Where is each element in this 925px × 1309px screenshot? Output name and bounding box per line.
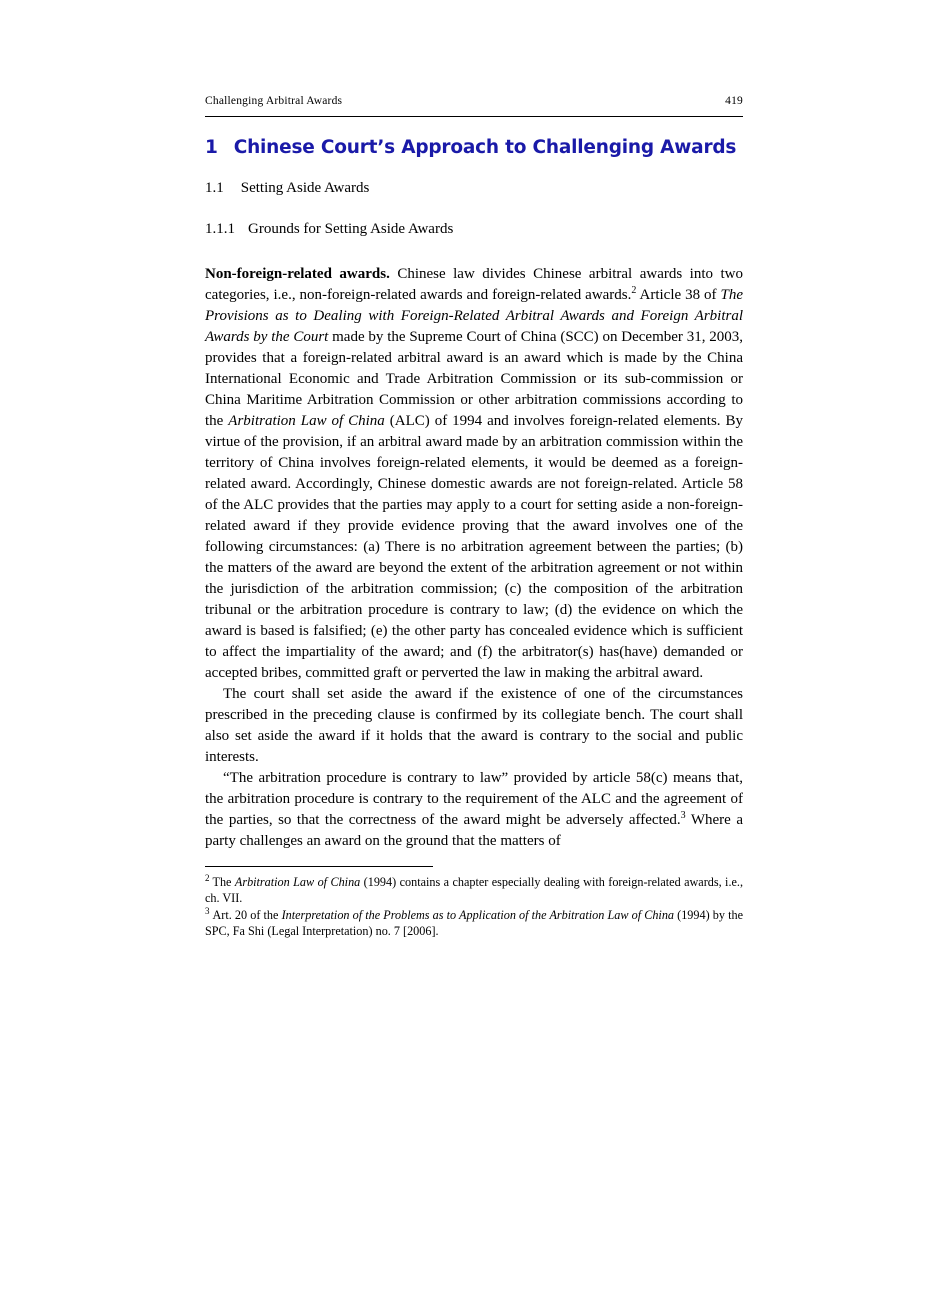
paragraph-1 [205, 264, 743, 684]
header-rule [205, 116, 743, 117]
paragraph-1-text-d: (ALC) of 1994 and involves foreign-related elements. By virtue of the provision, if an arbitral award made by an arbitration commission within the territory of China involves foreign-related elements, it would be deemed as a foreign-related award. Accordingly, Chinese domestic awards are not foreign-related. Article 58 of the ALC provides that the parties may apply to a court for setting aside a non-foreign-related award if they provide evidence proving that the award involves one of the following circumstances: (a) There is no arbitration agreement between the parties; (b) the matters of the award are beyond the extent of the arbitration agreement or not within the jurisdiction of the arbitration commission; (c) the composition of the arbitration tribunal or the arbitration procedure is contrary to law; (d) the evidence on which the award is based is falsified; (e) the other party has concealed evidence which is sufficient to affect the impartiality of the award; and (f) the arbitrator(s) has(have) demanded or accepted bribes, committed graft or perverted the law in making the arbitral award. [205, 413, 744, 681]
paragraph-3 [205, 768, 743, 852]
subsubsection-number: 1.1.1 [205, 221, 235, 237]
section-title-text: Chinese Court’s Approach to Challenging Awards [233, 137, 737, 158]
subsubsection-title-text: Grounds for Setting Aside Awards [248, 221, 454, 237]
footnote-item [205, 907, 743, 939]
subsubsection-heading [205, 221, 743, 238]
subsection-title-text: Setting Aside Awards [240, 180, 370, 196]
running-header [205, 95, 743, 113]
footnote-item [205, 874, 743, 906]
footnote-text-b: (1994) by the SPC, Fa Shi (Legal Interpretation) no. 7 [2006]. [205, 908, 743, 939]
footnote-number: 3 [205, 906, 210, 917]
subsection-number: 1.1 [205, 180, 224, 196]
paragraph-1-lead-in: Non-foreign-related awards. [205, 266, 390, 282]
footnote-text-a: Art. 20 of the [212, 908, 282, 923]
footnote-italic-a: Interpretation of the Problems as to Application of the Arbitration Law of China [281, 908, 675, 923]
paragraph-3-text-a: “The arbitration procedure is contrary to law” provided by article 58(c) means that, the arbitration procedure is contrary to the requirement of the ALC and the agreement of the parties, so that the correctness of the award might be adversely affected. [205, 770, 743, 828]
page-content [205, 95, 743, 940]
page-number: 419 [725, 95, 743, 107]
paragraph-1-text-b: Article 38 of [636, 287, 721, 303]
footnote-number: 2 [205, 872, 210, 883]
footnotes-area [205, 866, 743, 939]
footnote-text-b: (1994) contains a chapter especially dealing with foreign-related awards, i.e., ch. VII. [205, 875, 743, 906]
section-heading [205, 137, 743, 158]
paragraph-3-text-b: Where a party challenges an award on the ground that the matters of [205, 812, 743, 849]
footnote-italic-a: Arbitration Law of China [234, 875, 361, 889]
paragraph-2: The court shall set aside the award if the existence of one of the circumstances prescribed in the preceding clause is confirmed by its collegiate bench. The court shall also set aside the award if it holds that the award is contrary to the social and public interests. [205, 686, 743, 765]
subsection-heading [205, 180, 743, 197]
footnote-text-a: The [212, 875, 235, 889]
paragraph-1-text-c: made by the Supreme Court of China (SCC) on December 31, 2003, provides that a foreign-related arbitral award is an award which is made by the China International Economic and Trade Arbitration Commission or its sub-commission or China Maritime Arbitration Commission or other arbitration commissions according to the [205, 329, 743, 429]
running-header-title: Challenging Arbitral Awards [205, 95, 343, 107]
paragraph-1-italic-title-a: The Provisions as to Dealing with Foreign-Related Arbitral Awards and Foreign Arbitral Awards by the Court [205, 287, 743, 345]
paragraph-1-italic-title-b: Arbitration Law of China [228, 413, 385, 429]
footnote-separator-rule [205, 866, 433, 867]
footnote-marker-2: 2 [631, 285, 637, 296]
paragraph-1-text-a: Chinese law divides Chinese arbitral awards into two categories, i.e., non-foreign-related awards and foreign-related awards. [205, 266, 744, 303]
footnote-marker-3: 3 [680, 810, 686, 821]
section-number: 1 [205, 137, 218, 158]
